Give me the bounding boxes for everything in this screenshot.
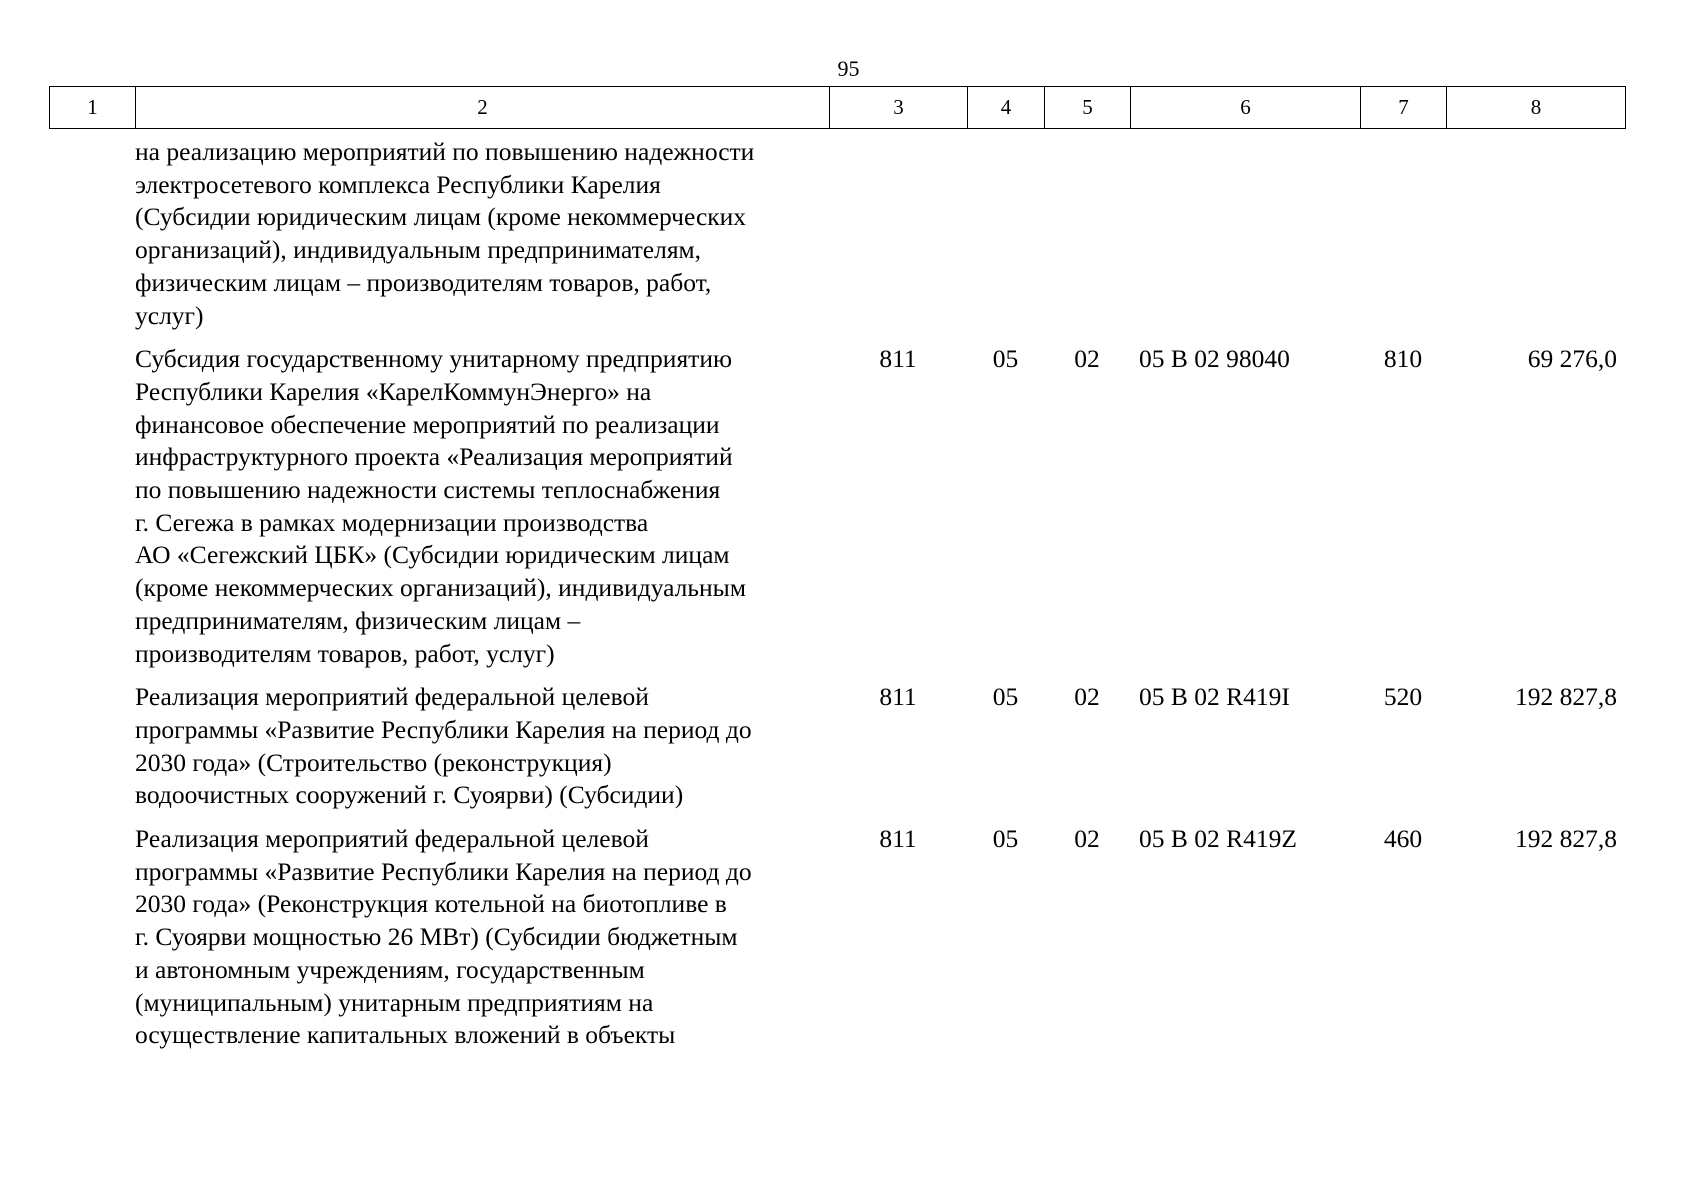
target-article-code: 05 В 02 98040 bbox=[1139, 344, 1290, 374]
subsection-code: 02 bbox=[1074, 344, 1100, 374]
ministry-code: 811 bbox=[879, 682, 917, 712]
column-header-table bbox=[49, 86, 1626, 129]
amount: 192 827,8 bbox=[1515, 824, 1617, 854]
column-header-1: 1 bbox=[50, 87, 136, 129]
subsection-code: 02 bbox=[1074, 682, 1100, 712]
expense-type-code bbox=[1360, 136, 1446, 332]
section-code: 05 bbox=[992, 344, 1019, 374]
row-number-cell bbox=[49, 343, 135, 670]
subsection-code: 02 bbox=[1074, 824, 1100, 854]
table-row bbox=[49, 681, 1639, 812]
column-header-6: 6 bbox=[1131, 87, 1361, 129]
target-article-code: 05 В 02 R419I bbox=[1139, 682, 1290, 712]
column-header-row bbox=[50, 87, 1626, 129]
column-header-7: 7 bbox=[1361, 87, 1447, 129]
page-number: 95 bbox=[837, 56, 860, 81]
ministry-code: 811 bbox=[879, 824, 917, 854]
target-article-code bbox=[1130, 136, 1360, 332]
table-body bbox=[49, 136, 1639, 1063]
row-number-cell bbox=[49, 681, 135, 812]
table-row bbox=[49, 136, 1639, 332]
table-row bbox=[49, 823, 1639, 1052]
ministry-code: 811 bbox=[879, 344, 917, 374]
amount bbox=[1446, 136, 1625, 332]
ministry-code bbox=[829, 136, 967, 332]
target-article-code: 05 В 02 R419Z bbox=[1139, 824, 1297, 854]
expense-type-code: 460 bbox=[1383, 824, 1423, 854]
row-description: Реализация мероприятий федеральной целевой программы «Развитие Республики Карелия на период до 2030 года» (Строительство (реконструкция) водоочистных сооружений г. Суоярви) (Субсидии) bbox=[135, 682, 752, 810]
row-description: Субсидия государственному унитарному предприятию Республики Карелия «КарелКоммунЭнерго» на финансовое обеспечение мероприятий по реализации инфраструктурного проекта «Реализация мероприятий по повышению надежности системы теплоснабжения г. Сегежа в рамках модернизации производства АО «Сегежский ЦБК» (Субсидии юридическим лицам (кроме некоммерческих организаций), индивидуальным предпринимателям, физическим лицам – производителям товаров, работ, услуг) bbox=[135, 344, 746, 668]
column-header-2: 2 bbox=[136, 87, 830, 129]
column-header-4: 4 bbox=[968, 87, 1045, 129]
column-header-3: 3 bbox=[830, 87, 968, 129]
column-header-5: 5 bbox=[1045, 87, 1131, 129]
section-code: 05 bbox=[992, 682, 1019, 712]
row-description: Реализация мероприятий федеральной целевой программы «Развитие Республики Карелия на период до 2030 года» (Реконструкция котельной на биотопливе в г. Суоярви мощностью 26 МВт) (Субсидии бюджетным и автономным учреждениям, государственным (муниципальным) унитарным предприятиям на осуществление капитальных вложений в объекты bbox=[135, 824, 752, 1050]
row-number-cell bbox=[49, 136, 135, 332]
section-code: 05 bbox=[992, 824, 1019, 854]
amount: 192 827,8 bbox=[1515, 682, 1617, 712]
section-code bbox=[967, 136, 1044, 332]
row-description: на реализацию мероприятий по повышению надежности электросетевого комплекса Республики Карелия (Субсидии юридическим лицам (кроме некоммерческих организаций), индивидуальным предпринимателям, физическим лицам – производителям товаров, работ, услуг) bbox=[135, 137, 755, 330]
expense-type-code: 520 bbox=[1383, 682, 1423, 712]
expense-type-code: 810 bbox=[1383, 344, 1423, 374]
amount: 69 276,0 bbox=[1527, 344, 1617, 374]
subsection-code bbox=[1044, 136, 1130, 332]
table-row bbox=[49, 343, 1639, 670]
column-header-8: 8 bbox=[1447, 87, 1626, 129]
row-number-cell bbox=[49, 823, 135, 1052]
